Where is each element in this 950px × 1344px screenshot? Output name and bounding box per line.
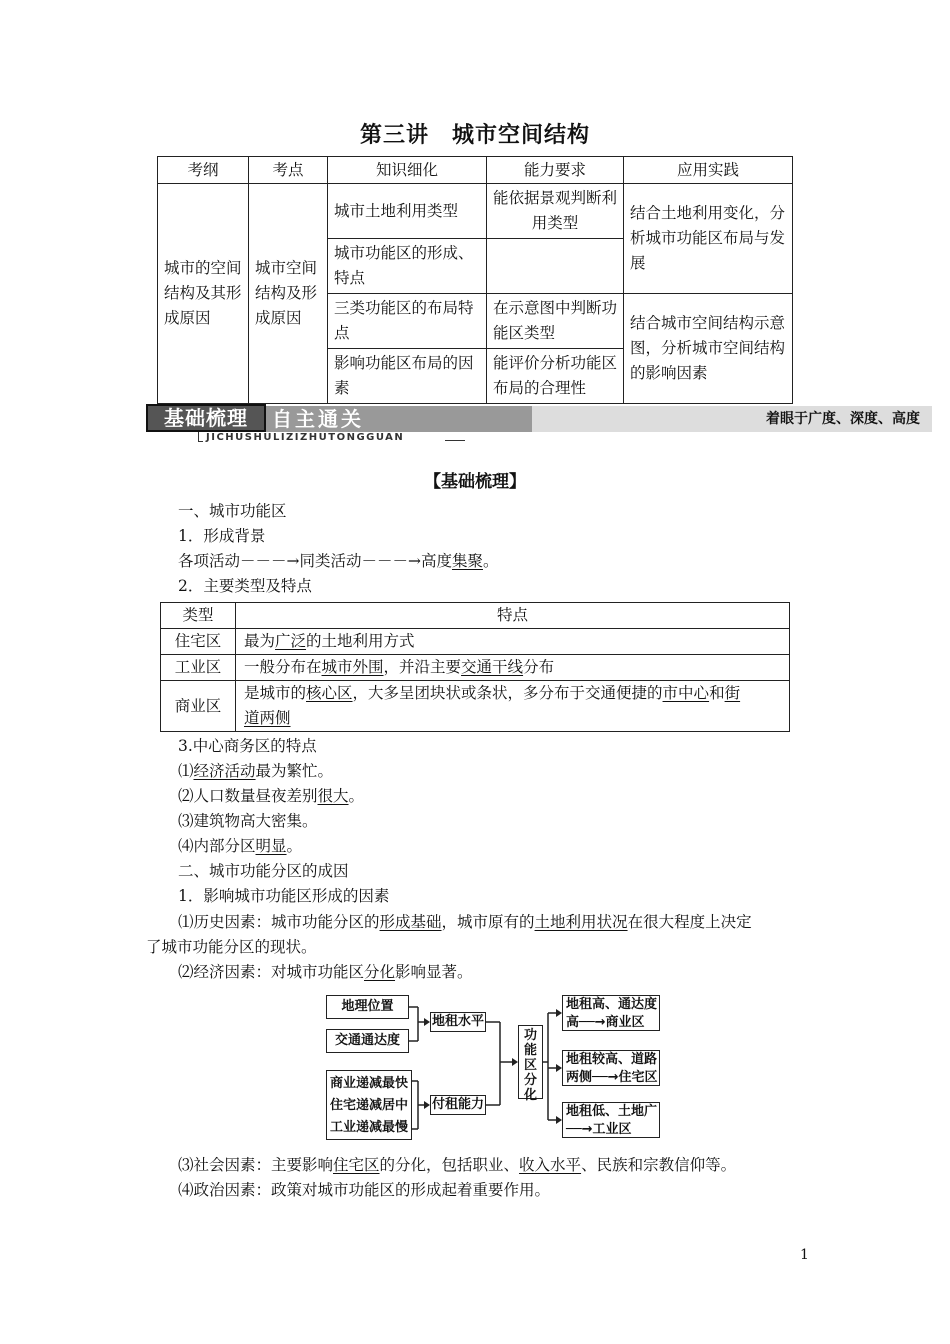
- header-cell: 知识细化: [328, 157, 487, 184]
- ability-cell: 能依据景观判断利用类型: [487, 184, 624, 239]
- subheading: 2．主要类型及特点: [178, 577, 312, 595]
- heading-1: 一、城市功能区: [178, 502, 287, 520]
- points-cell: 城市空间结构及形成原因: [249, 184, 328, 404]
- commercial-result-box: 地租高、通达度 高──→商业区: [562, 995, 660, 1031]
- header-cell: 类型: [161, 603, 236, 629]
- table-header-row: [158, 157, 793, 184]
- table-row: 住宅区 最为广泛的土地利用方式: [161, 629, 790, 655]
- section-title: 【基础梳理】: [424, 472, 526, 492]
- banner-light-text: 自主通关: [266, 406, 532, 432]
- subheading: 1．形成背景: [178, 527, 266, 545]
- banner-decor-line: [198, 432, 203, 442]
- rent-level-box: 地租水平: [430, 1012, 486, 1032]
- paragraph: 各项活动－－－→同类活动－－－→高度集聚。: [178, 552, 499, 570]
- banner-decor-line: [445, 440, 465, 441]
- paragraph: ⑵人口数量昼夜差别很大。: [178, 787, 365, 805]
- pay-ability-box: 付租能力: [430, 1095, 486, 1115]
- practice-cell: 结合城市空间结构示意图，分析城市空间结构的影响因素: [624, 294, 793, 404]
- subheading: 1．影响城市功能区形成的因素: [178, 887, 390, 905]
- decrease-commerce: 商业递减最快: [329, 1076, 408, 1091]
- traffic-box: 交通通达度: [326, 1029, 409, 1053]
- differentiation-box: 功能区分化: [518, 1025, 543, 1099]
- heading-2: 二、城市功能分区的成因: [178, 862, 349, 880]
- section-banner: [146, 404, 932, 432]
- table-header-row: [161, 603, 790, 629]
- residential-result-box: 地租较高、道路 两侧──→住宅区: [562, 1050, 660, 1086]
- header-cell: 应用实践: [624, 157, 793, 184]
- banner-pinyin: JICHUSHULIZIZHUTONGGUAN: [206, 432, 405, 443]
- knowledge-cell: 影响功能区布局的因素: [328, 349, 487, 404]
- page-number: 1: [800, 1247, 809, 1263]
- industrial-result-box: 地租低、土地广 ──→工业区: [562, 1102, 660, 1138]
- banner-slogan: 着眼于广度、深度、高度: [766, 411, 920, 427]
- types-table: [160, 602, 790, 732]
- geo-box: 地理位置: [326, 995, 409, 1019]
- paragraph: ⑵经济因素：对城市功能区分化影响显著。: [178, 963, 473, 981]
- header-cell: 考纲: [158, 157, 249, 184]
- table-row: 工业区 一般分布在城市外围，并沿主要交通干线分布: [161, 655, 790, 681]
- paragraph: 了城市功能分区的现状。: [146, 938, 317, 956]
- paragraph: ⑷内部分区明显。: [178, 837, 303, 855]
- header-cell: 考点: [249, 157, 328, 184]
- paragraph: ⑶建筑物高大密集。: [178, 812, 318, 830]
- header-cell: 能力要求: [487, 157, 624, 184]
- knowledge-cell: 城市功能区的形成、特点: [328, 239, 487, 294]
- decrease-box: [326, 1070, 412, 1140]
- header-cell: 特点: [236, 603, 790, 629]
- practice-cell: 结合土地利用变化，分析城市功能区布局与发展: [624, 184, 793, 294]
- page-title: 第三讲 城市空间结构: [359, 123, 590, 148]
- banner-dark-text: 基础梳理: [146, 404, 266, 432]
- knowledge-cell: 城市土地利用类型: [328, 184, 487, 239]
- paragraph: ⑷政治因素：政策对城市功能区的形成起着重要作用。: [178, 1181, 551, 1199]
- decrease-residence: 住宅递减居中: [329, 1098, 408, 1113]
- knowledge-cell: 三类功能区的布局特点: [328, 294, 487, 349]
- ability-cell: [487, 239, 624, 294]
- outline-cell: 城市的空间结构及其形成原因: [158, 184, 249, 404]
- paragraph: ⑴经济活动最为繁忙。: [178, 762, 334, 780]
- paragraph: ⑶社会因素：主要影响住宅区的分化，包括职业、收入水平、民族和宗教信仰等。: [178, 1156, 737, 1174]
- paragraph: ⑴历史因素：城市功能分区的形成基础，城市原有的土地利用状况在很大程度上决定: [178, 913, 752, 931]
- table-row: 商业区 是城市的核心区，大多呈团块状或条状，多分布于交通便捷的市中心和街 道两侧: [161, 681, 790, 732]
- ability-cell: 在示意图中判断功能区类型: [487, 294, 624, 349]
- syllabus-table: [157, 156, 793, 404]
- decrease-industry: 工业递减最慢: [329, 1120, 408, 1135]
- subheading: 3.中心商务区的特点: [178, 737, 317, 755]
- ability-cell: 能评价分析功能区布局的合理性: [487, 349, 624, 404]
